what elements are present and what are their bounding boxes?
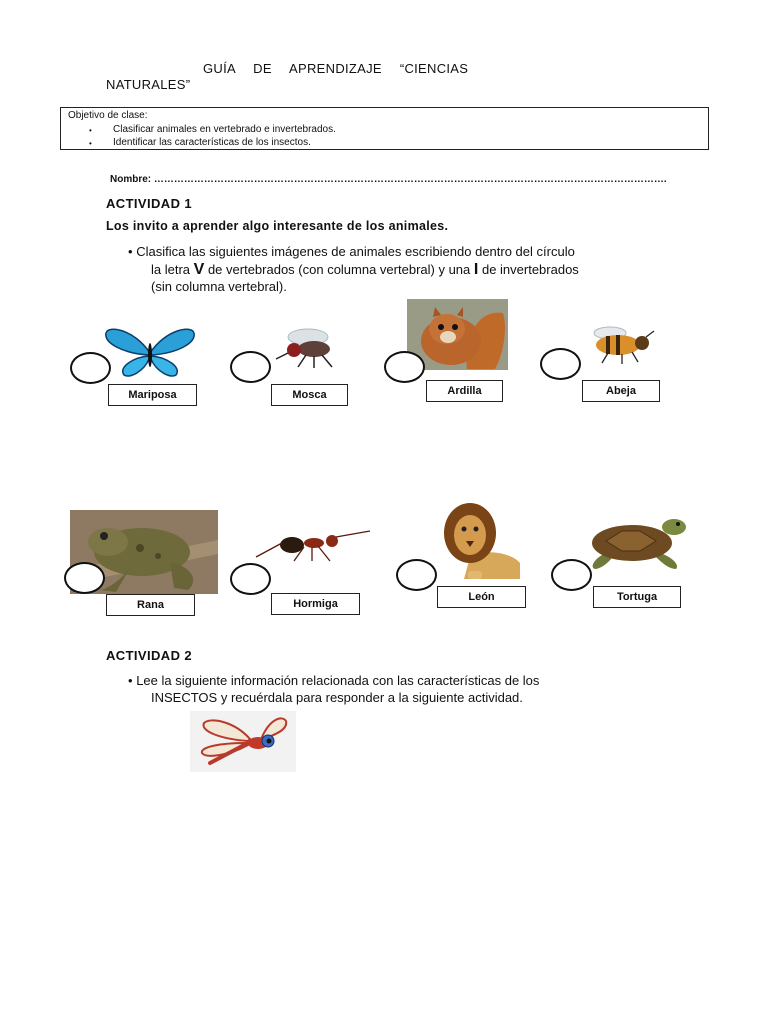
fly-icon [270,325,346,371]
lion-icon [440,499,522,581]
instruction-line3: (sin columna vertebral). [151,279,287,294]
answer-circle[interactable] [70,352,111,384]
animal-label: León [437,586,526,608]
activity2-text-line2: INSECTOS y recuérdala para responder a la siguiente actividad. [151,690,523,705]
animal-label: Abeja [582,380,660,402]
instruction-line2-pre: la letra [151,262,191,277]
bullet: • [128,244,133,259]
answer-circle[interactable] [540,348,581,380]
activity1-instruction [128,243,575,260]
page-title-line1: GUÍA DE APRENDIZAJE “CIENCIAS [203,61,469,76]
animal-label: Mosca [271,384,348,406]
answer-circle[interactable] [396,559,437,591]
animal-label: Rana [106,594,195,616]
animal-label: Ardilla [426,380,503,402]
bullet: • [89,126,92,135]
butterfly-icon [104,327,196,379]
bee-icon [580,323,658,365]
animal-label: Mariposa [108,384,197,406]
bullet: • [89,139,92,148]
letter-i: I [473,261,479,278]
bullet: • [128,673,133,688]
animal-label: Hormiga [271,593,360,615]
objective-item: Clasificar animales en vertebrado e invertebrados. [113,124,336,135]
objectives-box [60,107,709,150]
answer-circle[interactable] [230,563,271,595]
ant-icon [254,525,372,563]
answer-circle[interactable] [64,562,105,594]
instruction-line2 [151,261,579,278]
instruction-line2-post: de invertebrados [481,262,579,277]
objective-item: Identificar las características de los insectos. [113,137,311,148]
answer-circle[interactable] [551,559,592,591]
activity1-intro: Los invito a aprender algo interesante de los animales. [106,219,449,233]
activity2-line1 [128,672,539,689]
page-title-line2: NATURALES” [106,77,191,92]
name-field[interactable]: Nombre: ………………………………………………………………………………………………………………………………………. [110,174,667,185]
letter-v: V [193,261,205,278]
turtle-icon [588,511,688,571]
activity2-heading: ACTIVIDAD 2 [106,648,193,663]
instruction-line2-mid: de vertebrados (con columna vertebral) y una [207,262,471,277]
instruction-line1: Clasifica las siguientes imágenes de animales escribiendo dentro del círculo [136,244,575,259]
dragonfly-icon [190,711,296,772]
answer-circle[interactable] [230,351,271,383]
activity2-text-line1: Lee la siguiente información relacionada con las características de los [136,673,540,688]
animal-label: Tortuga [593,586,681,608]
answer-circle[interactable] [384,351,425,383]
objectives-heading: Objetivo de clase: [68,110,148,121]
activity1-heading: ACTIVIDAD 1 [106,196,193,211]
